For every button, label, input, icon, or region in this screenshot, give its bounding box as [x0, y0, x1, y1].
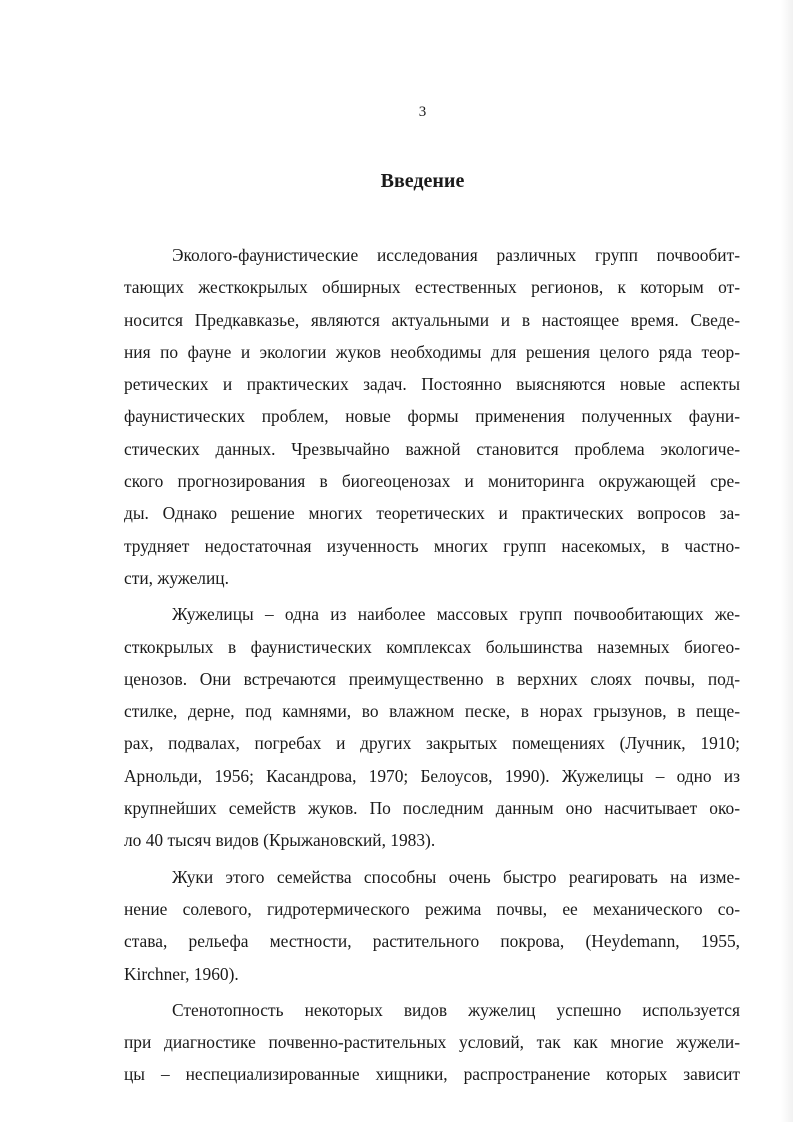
- text-line: ценозов. Они встречаются преимущественно в верхних слоях почвы, под-: [124, 668, 740, 689]
- page-number: 3: [418, 104, 427, 120]
- text-line: сти, жужелиц.: [124, 567, 229, 588]
- text-line: Жужелицы – одна из наиболее массовых групп почвообитающих же-: [172, 604, 740, 625]
- text-line: Жуки этого семейства способны очень быстро реагировать на изме-: [172, 866, 740, 887]
- text-line: фаунистических проблем, новые формы применения полученных фауни-: [124, 406, 740, 427]
- text-line: ния по фауне и экологии жуков необходимы для решения целого ряда теор-: [124, 341, 740, 362]
- text-line: ского прогнозирования в биогеоценозах и мониторинга окружающей сре-: [124, 471, 740, 492]
- text-line: сткокрылых в фаунистических комплексах большинства наземных биогео-: [124, 636, 740, 657]
- text-line: става, рельефа местности, растительного покрова, (Heydemann, 1955,: [124, 931, 740, 952]
- text-line: носится Предкавказье, являются актуальными и в настоящее время. Сведе-: [124, 309, 740, 330]
- text-line: Эколого-фаунистические исследования различных групп почвообит-: [172, 245, 740, 265]
- text-line: рах, подвалах, погребах и других закрытых помещениях (Лучник, 1910;: [124, 733, 740, 754]
- paragraph: [124, 861, 740, 990]
- text-line: Kirchner, 1960).: [124, 963, 239, 984]
- page-title: Введение: [380, 170, 465, 192]
- paragraph: [124, 994, 740, 1091]
- text-line: ретических и практических задач. Постоянно выясняются новые аспекты: [124, 374, 740, 395]
- text-line: трудняет недостаточная изученность многих групп насекомых, в частно-: [124, 535, 740, 556]
- text-line: Арнольди, 1956; Касандрова, 1970; Белоусов, 1990). Жужелицы – одно из: [124, 765, 740, 786]
- body-text: [124, 239, 740, 1091]
- paragraph: [124, 239, 740, 594]
- text-line: ло 40 тысяч видов (Крыжановский, 1983).: [124, 830, 436, 851]
- text-line: Стенотопность некоторых видов жужелиц успешно используется: [172, 999, 740, 1020]
- text-line: при диагностике почвенно-растительных условий, так как многие жужели-: [124, 1032, 740, 1053]
- text-line: стических данных. Чрезвычайно важной становится проблема экологиче-: [124, 438, 740, 459]
- text-line: нение солевого, гидротермического режима почвы, ее механического со-: [124, 898, 740, 919]
- text-line: тающих жесткокрылых обширных естественных регионов, к которым от-: [124, 277, 740, 298]
- text-line: крупнейших семейств жуков. По последним данным оно насчитывает око-: [124, 798, 740, 819]
- text-line: ды. Однако решение многих теоретических и практических вопросов за-: [124, 503, 740, 524]
- text-line: цы – неспециализированные хищники, распространение которых зависит: [124, 1064, 740, 1085]
- text-line: стилке, дерне, под камнями, во влажном песке, в норах грызунов, в пеще-: [124, 701, 740, 722]
- paragraph: [124, 598, 740, 856]
- scan-edge-shadow: [781, 0, 793, 1122]
